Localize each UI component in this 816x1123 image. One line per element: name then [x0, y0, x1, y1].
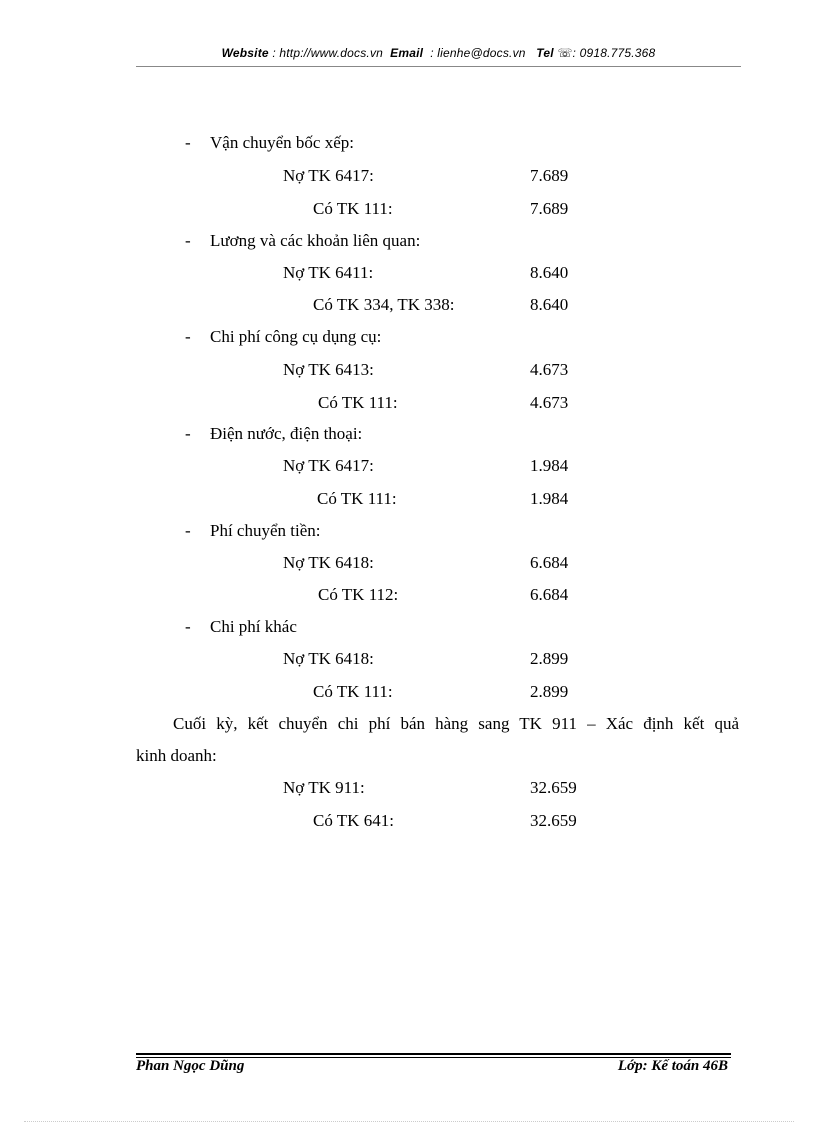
- page-bottom-border: [24, 1121, 794, 1122]
- debit-account-2: Nợ TK 6413:: [283, 360, 374, 379]
- phone-icon: ☏: [557, 46, 573, 60]
- debit-amount-2: 4.673: [530, 360, 569, 379]
- website-label: Website: [221, 46, 269, 60]
- closing-paragraph-line1: Cuối kỳ, kết chuyển chi phí bán hàng sang TK 911 – Xác định kết quả: [173, 714, 739, 733]
- bullet-dash: -: [185, 424, 191, 443]
- closing-paragraph-line2: kinh doanh:: [136, 746, 217, 765]
- bullet-dash: -: [185, 521, 191, 540]
- debit-account-5: Nợ TK 6418:: [283, 649, 374, 668]
- debit-amount-4: 6.684: [530, 553, 569, 572]
- bullet-dash: -: [185, 133, 191, 152]
- email-label: Email: [390, 46, 424, 60]
- credit-amount-5: 2.899: [530, 682, 569, 701]
- debit-account-3: Nợ TK 6417:: [283, 456, 374, 475]
- credit-amount-1: 8.640: [530, 295, 569, 314]
- debit-account-4: Nợ TK 6418:: [283, 553, 374, 572]
- tel-label: Tel: [536, 46, 554, 60]
- debit-amount-0: 7.689: [530, 166, 569, 185]
- phone-number: 0918.775.368: [579, 46, 656, 60]
- credit-account-3: Có TK 111:: [317, 489, 397, 508]
- page-header: Website : http://www.docs.vn Email : lienhe@docs.vn Tel ☏: 0918.775.368: [221, 46, 656, 60]
- credit-account-2: Có TK 111:: [318, 393, 398, 412]
- credit-account-5: Có TK 111:: [313, 682, 393, 701]
- credit-amount-0: 7.689: [530, 199, 569, 218]
- credit-amount-2: 4.673: [530, 393, 569, 412]
- closing-debit-amount: 32.659: [530, 778, 577, 797]
- bullet-dash: -: [185, 617, 191, 636]
- debit-amount-3: 1.984: [530, 456, 569, 475]
- credit-amount-3: 1.984: [530, 489, 569, 508]
- header-divider: [136, 66, 741, 67]
- footer-class: Lớp: Kế toán 46B: [617, 1058, 728, 1074]
- credit-account-0: Có TK 111:: [313, 199, 393, 218]
- footer-divider-thick: [136, 1053, 731, 1055]
- closing-credit-account: Có TK 641:: [313, 811, 394, 830]
- bullet-dash: -: [185, 231, 191, 250]
- closing-debit-account: Nợ TK 911:: [283, 778, 365, 797]
- debit-amount-5: 2.899: [530, 649, 569, 668]
- debit-account-1: Nợ TK 6411:: [283, 263, 374, 282]
- credit-account-4: Có TK 112:: [318, 585, 399, 604]
- website-url[interactable]: http://www.docs.vn: [279, 46, 384, 60]
- bullet-dash: -: [185, 327, 191, 346]
- closing-credit-amount: 32.659: [530, 811, 577, 830]
- email-address[interactable]: lienhe@docs.vn: [437, 46, 526, 60]
- debit-amount-1: 8.640: [530, 263, 569, 282]
- debit-account-0: Nợ TK 6417:: [283, 166, 374, 185]
- credit-account-1: Có TK 334, TK 338:: [313, 295, 455, 314]
- credit-amount-4: 6.684: [530, 585, 569, 604]
- footer-author: Phan Ngọc Dũng: [136, 1058, 245, 1074]
